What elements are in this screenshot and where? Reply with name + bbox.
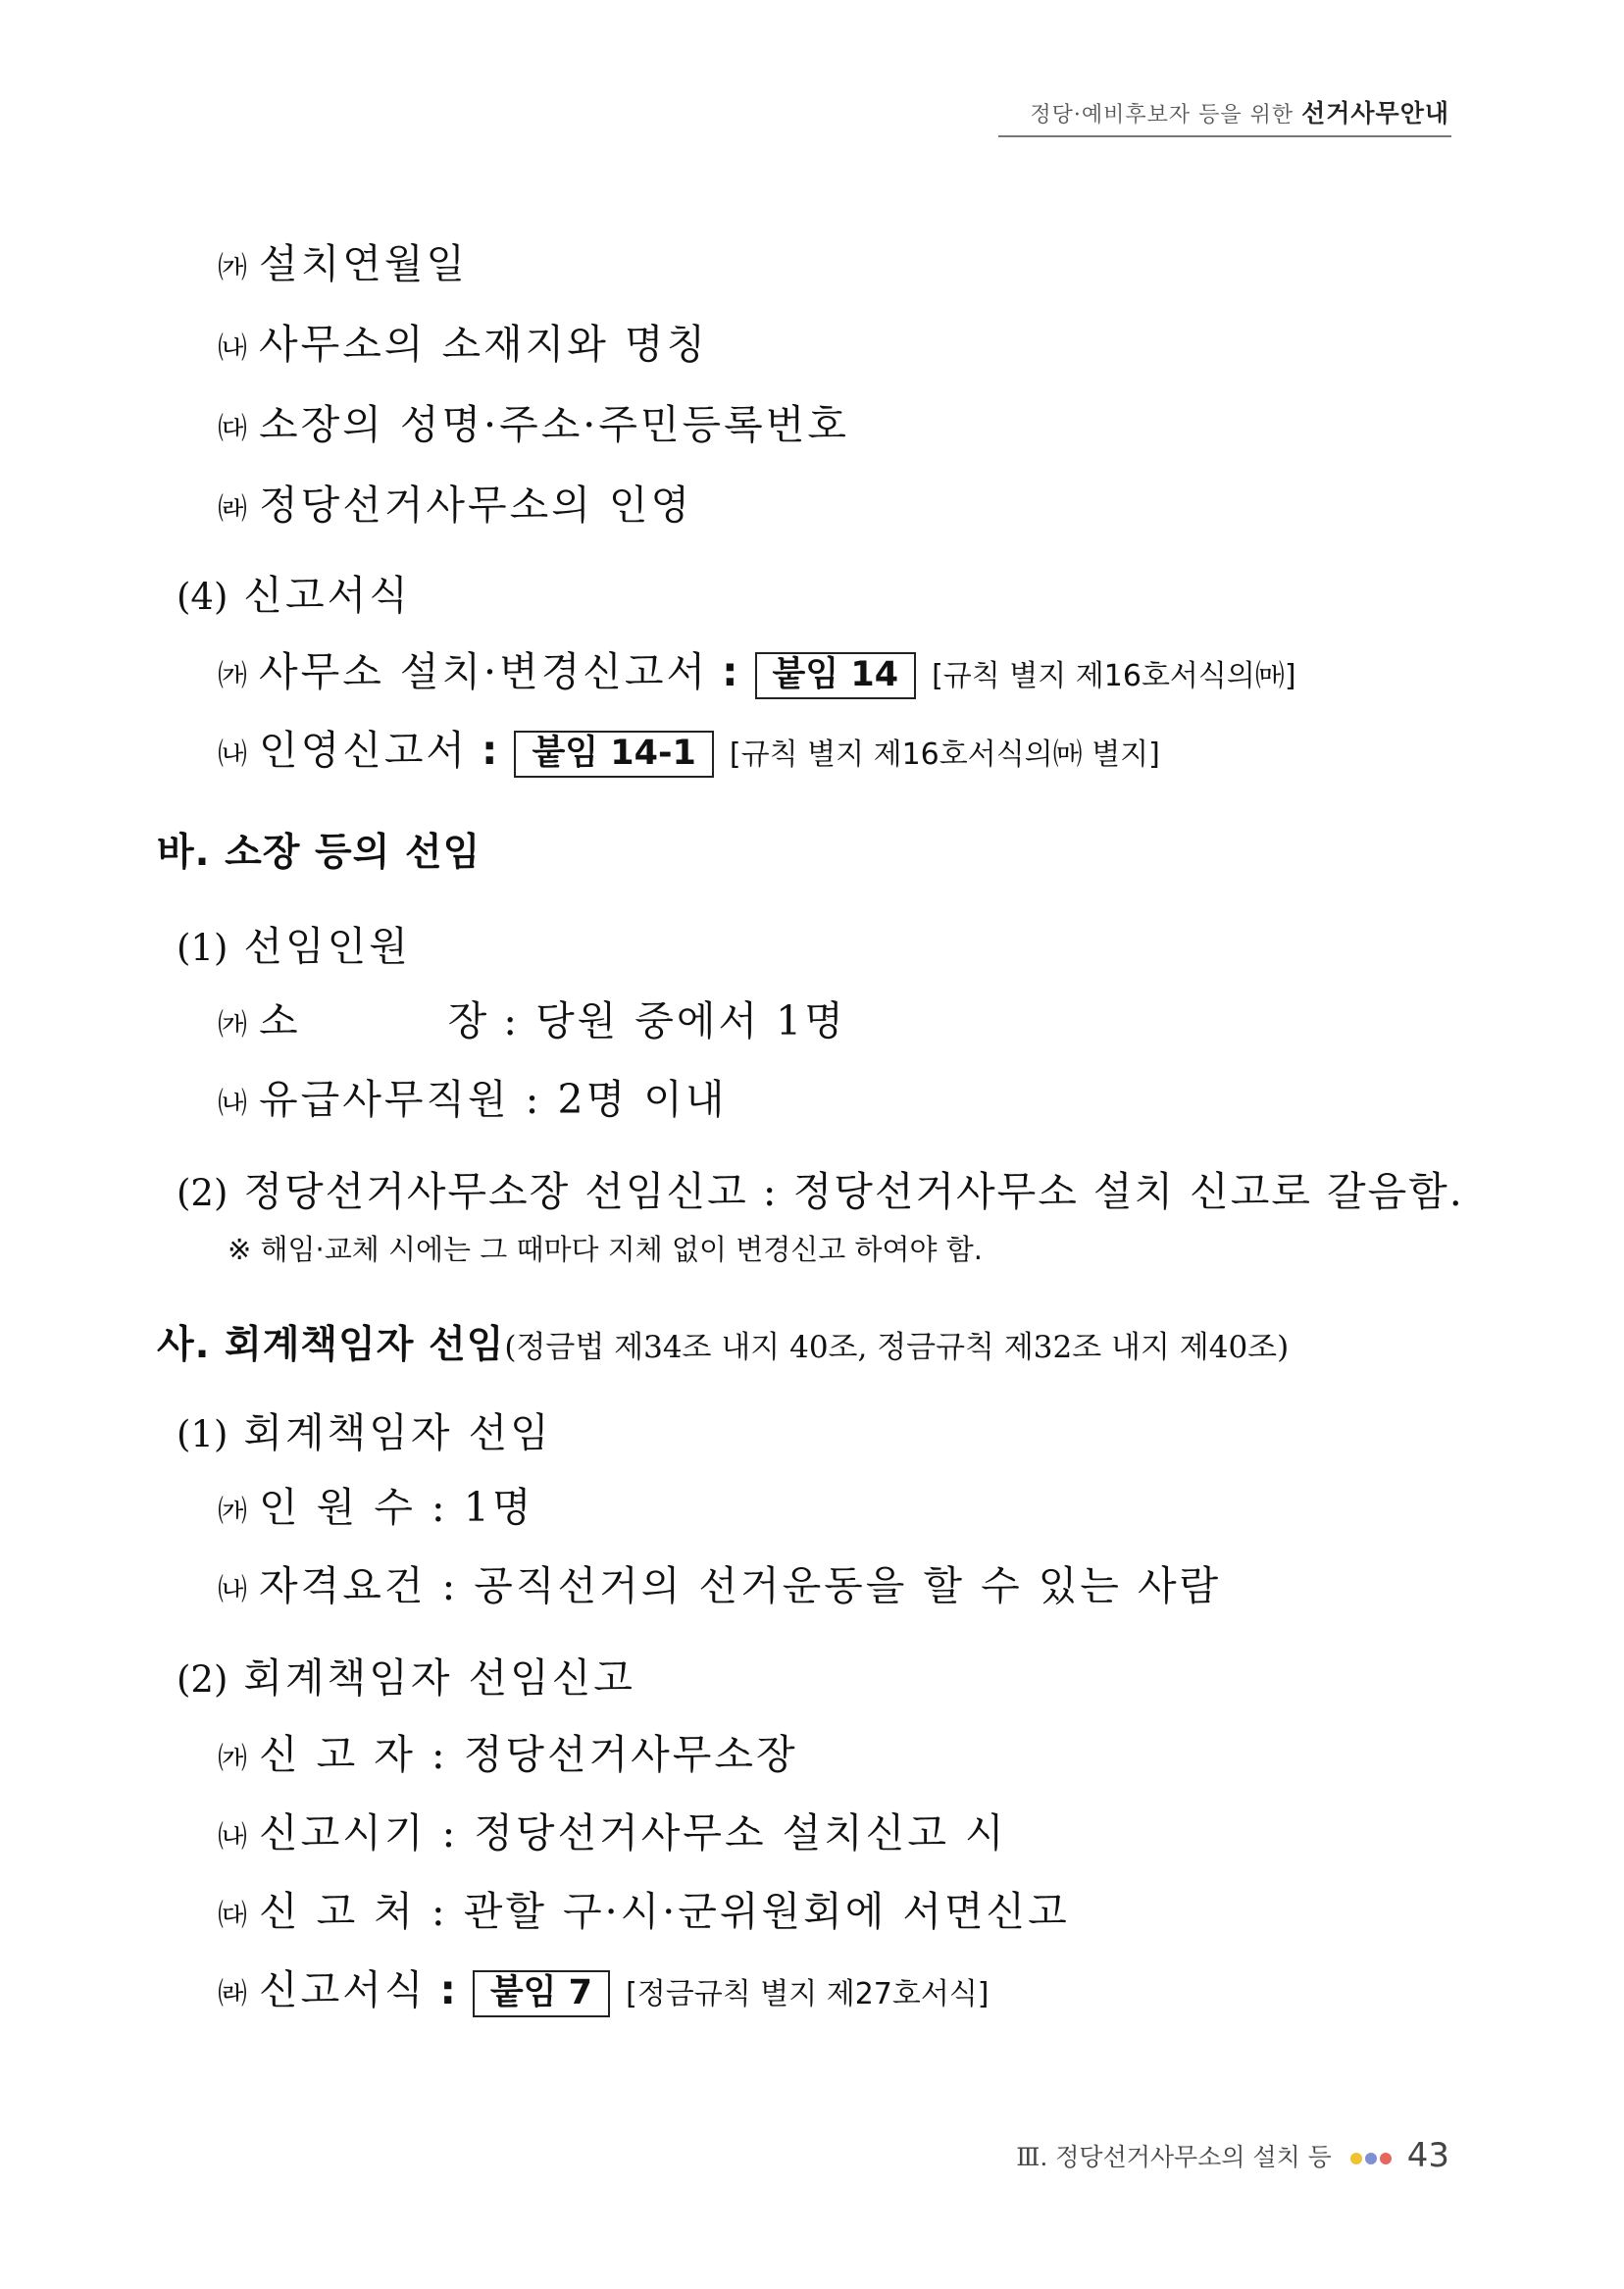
rule-reference: [규칙 별지 제16호서식의㈒]: [932, 659, 1296, 693]
list-item: [218, 989, 846, 1046]
list-item-text: 인영신고서: [259, 727, 469, 774]
attachment-box: 붙임 14-1: [514, 731, 713, 778]
list-item: [218, 1553, 1221, 1611]
note-text: ※ 해임·교체 시에는 그 때마다 지체 없이 변경신고 하여야 함.: [228, 1233, 984, 1266]
list-item-text: 인 원 수 : 1명: [259, 1484, 534, 1531]
colon: :: [482, 727, 501, 774]
subsection-heading: [177, 1159, 1464, 1217]
list-item-text: 정당선거사무소의 인영: [259, 482, 693, 529]
subsection-title: 선임인원: [243, 923, 411, 970]
list-item: [218, 473, 692, 531]
list-marker: ㈏: [218, 1820, 247, 1855]
list-marker: ㈏: [218, 1573, 247, 1607]
list-marker: ㈑: [218, 1977, 247, 2011]
subsection-text: 정당선거사무소장 선임신고 : 정당선거사무소 설치 신고로 갈음함.: [243, 1168, 1464, 1215]
footer-dots-icon: [1347, 2142, 1392, 2170]
subsection-heading: [177, 914, 411, 972]
list-marker: ㈐: [218, 1899, 247, 1933]
subsection-title: 회계책임자 선임: [243, 1409, 552, 1456]
section-reference: (정금법 제34조 내지 40조, 정금규칙 제32조 내지 제40조): [504, 1330, 1290, 1365]
list-marker: ㈎: [218, 1495, 247, 1529]
list-marker: ㈏: [218, 1087, 247, 1121]
section-heading: [157, 1314, 1289, 1369]
list-marker: ㈑: [218, 492, 247, 527]
list-marker: ㈎: [218, 251, 247, 285]
list-item: [218, 1067, 727, 1125]
list-item-text: 사무소 설치·변경신고서: [259, 648, 709, 695]
list-item: [218, 1879, 1070, 1937]
list-item: [218, 1801, 1007, 1858]
footer-dot: [1380, 2153, 1392, 2164]
list-item-text: 자격요건 : 공직선거의 선거운동을 할 수 있는 사람: [259, 1562, 1222, 1609]
header-rule: [998, 135, 1451, 137]
list-item: [218, 1722, 798, 1780]
list-item: [218, 639, 1296, 699]
rule-reference: [규칙 별지 제16호서식의㈒ 별지]: [729, 738, 1160, 772]
section-title: 사. 회계책임자 선임: [157, 1323, 505, 1367]
subsection-number: (1): [177, 927, 228, 969]
subsection-heading: [177, 1646, 635, 1704]
list-item: [218, 312, 708, 370]
list-item-text: 신 고 처 : 관할 구·시·군위원회에 서면신고: [259, 1888, 1070, 1935]
list-item-text: 신 고 자 : 정당선거사무소장: [259, 1731, 798, 1778]
list-item-text: 신고시기 : 정당선거사무소 설치신고 시: [259, 1809, 1007, 1857]
list-item: [218, 1475, 533, 1533]
list-item-text: 설치연월일: [259, 240, 469, 287]
subsection-heading: [177, 1400, 552, 1458]
list-item: [218, 231, 468, 289]
label-char: 소: [259, 997, 301, 1044]
subsection-heading: [177, 563, 411, 621]
colon: :: [439, 1966, 459, 2013]
footer-dot: [1350, 2153, 1362, 2164]
list-item: [218, 718, 1160, 778]
list-item: [218, 392, 849, 450]
list-item-text: : 당원 중에서 1명: [503, 997, 846, 1044]
list-item-text: 사무소의 소재지와 명칭: [259, 321, 709, 368]
attachment-box: 붙임 14: [755, 652, 917, 699]
section-title: 바. 소장 등의 선임: [157, 831, 482, 875]
rule-reference: [정금규칙 별지 제27호서식]: [626, 1977, 990, 2011]
subsection-number: (2): [177, 1172, 228, 1214]
page-number: 43: [1406, 2136, 1449, 2175]
list-item-text: 신고서식: [259, 1966, 427, 2013]
page-footer: [1016, 2136, 1449, 2175]
list-item-text: 소장의 성명·주소·주민등록번호: [259, 401, 849, 448]
footer-chapter: Ⅲ. 정당선거사무소의 설치 등: [1016, 2143, 1332, 2171]
subsection-title: 회계책임자 선임신고: [243, 1654, 635, 1702]
running-header: [1030, 94, 1449, 129]
list-marker: ㈎: [218, 1008, 247, 1043]
list-marker: ㈎: [218, 659, 247, 693]
section-heading: [157, 822, 481, 877]
subsection-number: (4): [177, 576, 228, 618]
footer-dot: [1365, 2153, 1377, 2164]
label-char: 장: [447, 997, 490, 1044]
colon: :: [722, 648, 741, 695]
attachment-box: 붙임 7: [473, 1970, 610, 2017]
subsection-number: (2): [177, 1658, 228, 1701]
subsection-title: 신고서식: [243, 572, 411, 619]
list-marker: ㈎: [218, 1742, 247, 1776]
header-title: 선거사무안내: [1301, 99, 1449, 127]
header-prefix: 정당·예비후보자 등을 위한: [1030, 103, 1294, 127]
list-item-text: 유급사무직원 : 2명 이내: [259, 1076, 728, 1123]
subsection-number: (1): [177, 1413, 228, 1455]
list-marker: ㈏: [218, 331, 247, 366]
list-item: [218, 1958, 990, 2017]
list-marker: ㈏: [218, 738, 247, 772]
list-marker: ㈐: [218, 412, 247, 446]
